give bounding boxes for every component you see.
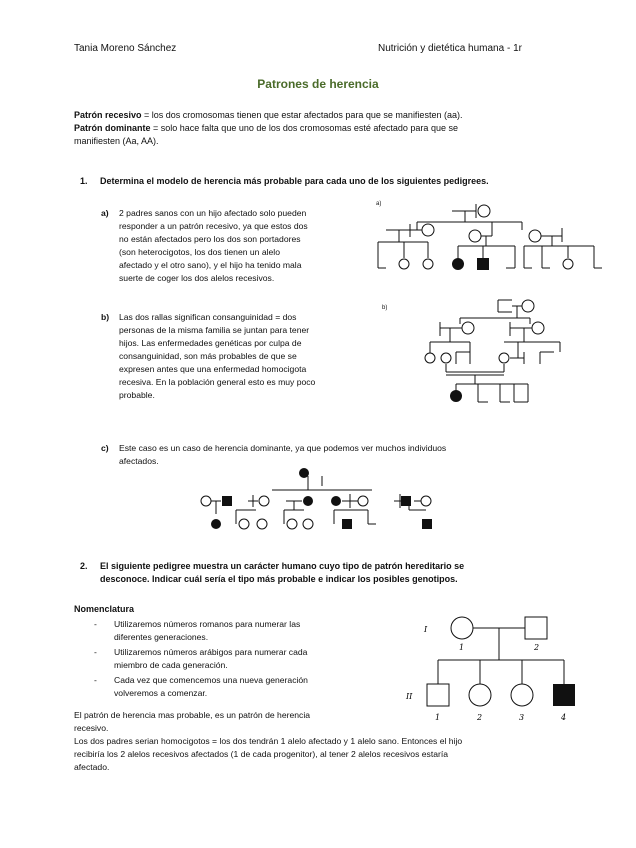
q1b-line: Las dos rallas significan consanguinidad = dos	[119, 312, 297, 322]
pedigree-affected-male	[422, 519, 432, 529]
q1a-line: (son heterocigotos, los dos tienen un alelo	[119, 247, 280, 257]
pedigree-affected-female	[299, 468, 309, 478]
q1-number: 1.	[80, 176, 88, 186]
pedigree-female	[422, 224, 434, 236]
list-item-line: Utilizaremos números arábigos para numerar cada	[114, 647, 308, 657]
q1a-line: suerte de coger los dos alelos recesivos.	[119, 273, 275, 283]
q2-line: El siguiente pedigree muestra un carácter humano cuyo tipo de patrón hereditario se	[100, 561, 465, 571]
definition-recessive	[74, 109, 574, 122]
pedigree-female	[499, 353, 509, 363]
q1-text: Determina el modelo de herencia más probable para cada uno de los siguientes pedigrees.	[100, 176, 489, 186]
pedigree-female	[522, 300, 534, 312]
pedigree-a	[372, 200, 602, 284]
nomenclature-list	[94, 618, 374, 700]
q2-number: 2.	[80, 561, 88, 571]
q1a-block	[101, 207, 374, 285]
term-dominant: Patrón dominante	[74, 123, 151, 133]
pedigree-female	[469, 684, 491, 706]
q1b-line: probable.	[119, 390, 155, 400]
pedigree-female	[303, 519, 313, 529]
pedigree-female	[532, 322, 544, 334]
answer-line: Los dos padres serian homocigotos = los dos tendrán 1 alelo afectado y 1 alelo sano. Entonces el hijo	[74, 736, 463, 746]
member-label: 2	[534, 643, 540, 652]
pedigree-female	[462, 322, 474, 334]
pedigree-female	[358, 496, 368, 506]
q1b-line: hijos. Las enfermedades genéticas por culpa de	[119, 338, 302, 348]
list-item-line: volveremos a comenzar.	[114, 688, 208, 698]
pedigree-male	[427, 684, 449, 706]
pedigree-affected-female	[211, 519, 221, 529]
header-course: Nutrición y dietética humana - 1r	[378, 43, 522, 54]
list-item-line: miembro de cada generación.	[114, 660, 228, 670]
bullet: -	[94, 619, 97, 629]
pedigree-female	[529, 230, 541, 242]
pedigree-affected-male	[222, 496, 232, 506]
answer-line: recesivo.	[74, 723, 109, 733]
q2-line: desconoce. Indicar cuál sería el tipo más probable e indicar los posibles genotipos.	[100, 574, 458, 584]
pedigree-affected-male	[401, 496, 411, 506]
pedigree-c	[196, 464, 446, 538]
pedigree-b-label: b)	[382, 305, 388, 311]
pedigree-female	[239, 519, 249, 529]
pedigree-q2	[404, 608, 594, 730]
pedigree-affected-male	[342, 519, 352, 529]
pedigree-male	[525, 617, 547, 639]
definition-dominant	[74, 122, 574, 135]
list-item	[94, 646, 374, 672]
nomenclature-title: Nomenclatura	[74, 604, 135, 614]
pedigree-female	[425, 353, 435, 363]
q1a-line: no están afectados pero los dos son portadores	[119, 234, 301, 244]
pedigree-affected-female	[452, 258, 464, 270]
pedigree-female	[441, 353, 451, 363]
member-label: 1	[459, 643, 465, 652]
list-item-line: Utilizaremos números romanos para numerar las	[114, 619, 301, 629]
definition-recessive-text: = los dos cromosomas tienen que estar afectados para que se manifiesten (aa).	[141, 110, 463, 120]
q1b-line: consanguinidad, son más probables de que se	[119, 351, 297, 361]
pedigree-affected-male	[553, 684, 575, 706]
bullet: -	[94, 647, 97, 657]
pedigree-female	[478, 205, 490, 217]
definition-dominant-cont: manifiesten (Aa, AA).	[74, 136, 159, 146]
list-item	[94, 674, 374, 700]
member-label: 3	[519, 713, 525, 722]
member-label: 4	[561, 713, 567, 722]
pedigree-female	[287, 519, 297, 529]
pedigree-affected-female	[303, 496, 313, 506]
term-recessive: Patrón recesivo	[74, 110, 142, 120]
pedigree-female	[399, 259, 409, 269]
pedigree-affected-female	[450, 390, 462, 402]
pedigree-female	[257, 519, 267, 529]
q1b-line: recesiva. En la población general esto es muy poco	[119, 377, 316, 387]
pedigree-female	[563, 259, 573, 269]
pedigree-female	[259, 496, 269, 506]
q1a-line: responder a un patrón recesivo, ya que estos dos	[119, 221, 308, 231]
pedigree-b	[380, 296, 580, 410]
pedigree-a-diagram	[372, 200, 602, 280]
pedigree-female	[423, 259, 433, 269]
list-item-line: diferentes generaciones.	[114, 632, 209, 642]
pedigree-female	[511, 684, 533, 706]
bullet: -	[94, 675, 97, 685]
q1b-label: b)	[101, 312, 110, 322]
pedigree-female	[201, 496, 211, 506]
pedigree-c-diagram	[196, 464, 446, 534]
member-label: 1	[435, 713, 441, 722]
pedigree-female	[451, 617, 473, 639]
generation-label-II: II	[406, 692, 413, 701]
answer-line: El patrón de herencia mas probable, es un patrón de herencia	[74, 710, 311, 720]
q2-text	[100, 560, 590, 586]
pedigree-female	[469, 230, 481, 242]
pedigree-affected-male	[477, 258, 489, 270]
q1b-line: personas de la misma familia se juntan para tener	[119, 325, 310, 335]
list-item-line: Cada vez que comencemos una nueva generación	[114, 675, 308, 685]
q1a-label: a)	[101, 208, 109, 218]
list-item	[94, 618, 374, 644]
q1a-line: afectado y el otro sano), y el hijo ha tenido mala	[119, 260, 302, 270]
pedigree-a-label: a)	[376, 201, 382, 207]
pedigree-b-diagram	[380, 296, 580, 406]
header-author: Tania Moreno Sánchez	[74, 43, 177, 54]
answer-line: recibiría los 2 alelos recesivos afectados (1 de cada progenitor), al tener 2 alelos recesivos estaría	[74, 749, 449, 759]
pedigree-affected-female	[331, 496, 341, 506]
page-title: Patrones de herencia	[257, 77, 379, 91]
answer-line: afectado.	[74, 762, 110, 772]
q1b-line: expresen antes que una enfermedad homocigota	[119, 364, 307, 374]
generation-label-I: I	[424, 625, 428, 634]
pedigree-q2-diagram	[404, 608, 594, 726]
q1b-block	[101, 311, 374, 402]
q1c-line: afectados.	[119, 456, 159, 466]
q1c-label: c)	[101, 443, 109, 453]
q1c-line: Este caso es un caso de herencia dominante, ya que podemos ver muchos individuos	[119, 443, 447, 453]
member-label: 2	[477, 713, 483, 722]
definitions-block	[74, 109, 574, 148]
q1a-line: 2 padres sanos con un hijo afectado solo pueden	[119, 208, 307, 218]
pedigree-female	[421, 496, 431, 506]
definition-dominant-text: = solo hace falta que uno de los dos cromosomas esté afectado para que se	[150, 123, 458, 133]
